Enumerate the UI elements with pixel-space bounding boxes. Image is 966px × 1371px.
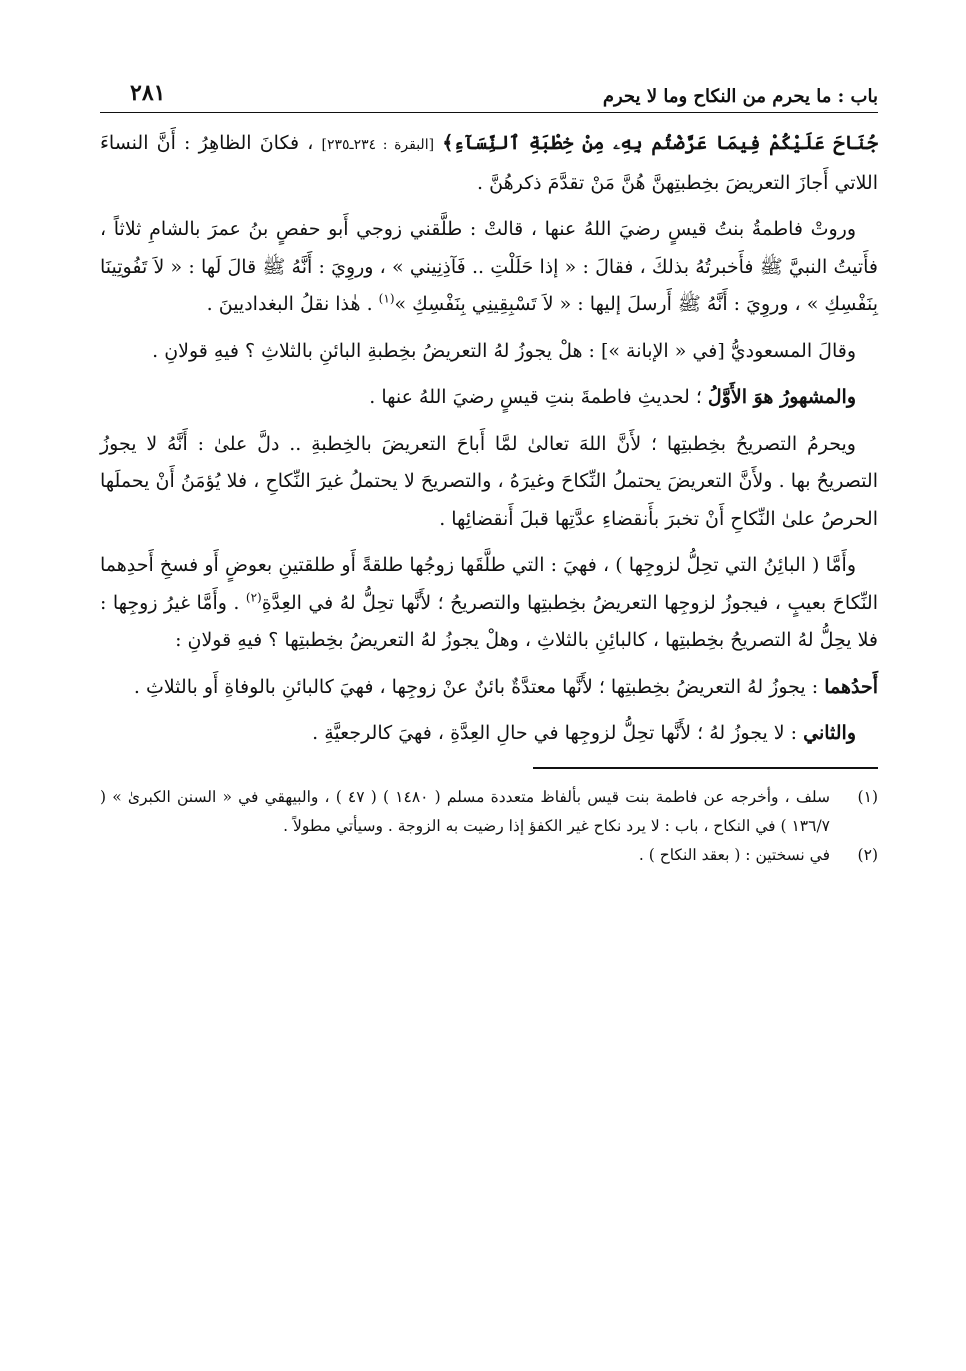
paragraph-first-opinion (100, 669, 878, 707)
paragraph-text: : يجوزُ لهُ التعريضُ بخِطبتِها ؛ لأَنَّها معتدَّةٌ بائنٌ عنْ زوجِها ، فهيَ كالبائنِ بالوفاةِ أَو بالثلاثِ . (133, 675, 825, 698)
footnote-number: (١) (857, 787, 878, 806)
paragraph-second-opinion (100, 715, 878, 753)
paragraph-text: ويحرمُ التصريحُ بخِطبتِها ؛ لأَنَّ اللهَ تعالىٰ لمَّا أَباحَ التعريضَ بالخِطبةِ .. دلَّ علىٰ : أَنَّهُ لا يجوزُ التصريحُ بها . ولأَنَّ التعريضَ يحتملُ النِّكاحَ وغيرَهُ ، والتصريحَ لا يحتملُ غيرَ النِّكاحِ ، فلا يُؤمَنُ أَنْ يحملَها الحرصُ علىٰ النِّكاحِ أَنْ تخبرَ بأَنقضاءِ عدَّتِها قبلَ أَنقضائِها . (100, 432, 878, 530)
paragraph-text: ، فكانَ الظاهِرُ : أَنَّ النساءَ اللاتي أَجازَ التعريضَ بخِطبتِهنَّ هُنَّ مَنْ تقدَّمَ ذكرهُنَّ . (100, 132, 878, 194)
footnote-divider (533, 767, 878, 769)
footnote-text: في نسختين : ( بعقد النكاح ) . (638, 845, 830, 864)
bold-lead: والمشهورُ هوَ الأَوَّلُ (707, 386, 856, 408)
verse-citation: [البقرة : ٢٣٤ـ٢٣٥] (321, 137, 435, 153)
running-title: باب : ما يحرم من النكاح وما لا يحرم (602, 86, 878, 107)
paragraph-bain (100, 547, 878, 660)
paragraph-masudi (100, 333, 878, 371)
footnote-number: (٢) (857, 845, 878, 864)
bold-lead: والثاني (803, 722, 856, 744)
footnote-1 (100, 783, 878, 841)
paragraph-mashhur (100, 379, 878, 417)
body-text (100, 125, 878, 753)
paragraph-text: وأَمَّا ( البائِنُ التي تحِلُّ لزوجِها ) ، فهيَ : التي طلَّقَها زوجُها طلقةً أَو طلقتينِ بعوضٍ أَو فسخِ أَحدِهما النِّكاحَ بعيبٍ ، فيجوزُ لزوجِها التعريضُ بخِطبتِها والتصريحُ ؛ لأَنَّها تحِلُّ لهُ في العِدَّةِ (100, 554, 879, 614)
footnote-marker: (١) (378, 291, 395, 306)
footnote-text: سلف ، وأخرجه عن فاطمة بنت قيس بألفاظ متعددة مسلم ( ١٤٨٠ ) ( ٤٧ ) ، والبيهقي في « السنن الكبرىٰ » ( ١٣٦/٧ ) في النكاح ، باب : لا يرد نكاح غير الكفؤ إذا رضيت به الزوجة . وسيأتي مطولاً . (100, 787, 830, 835)
paragraph-text-continued: . هٰذا نقلُ البغداديينَ . (206, 293, 379, 315)
paragraph-fatima-hadith (100, 211, 878, 324)
footnote-2 (100, 841, 878, 870)
paragraph-quran-verse (100, 125, 878, 202)
footnotes (100, 783, 878, 870)
page-header (100, 80, 878, 113)
quran-verse: جُنَاحَ عَلَيْكُمْ فِيمَا عَرَّضْتُم بِهِۦ مِنْ خِطْبَةِ ٱلنِّسَآءِ﴾ (442, 132, 879, 154)
bold-lead: أَحدُهما (824, 675, 878, 698)
document-page (100, 80, 878, 870)
paragraph-text-continued: . وأَمَّا غيرُ زوجِها : فلا يحِلُّ لهُ التصريحُ بخِطبتِها ، كالبائِنِ بالثلاثِ ، وهلْ يجوزُ لهُ التعريضُ بخِطبتِها ؟ فيهِ قولانِ : (100, 591, 878, 651)
footnote-marker: (٢) (245, 590, 262, 605)
paragraph-text: : لا يجوزُ لهُ ؛ لأَنَّها تحِلُّ لزوجِها في حالِ العِدَّةِ ، فهيَ كالرجعيَّةِ . (312, 722, 804, 744)
paragraph-text: وروتْ فاطمةُ بنتُ قيسٍ رضيَ اللهُ عنها ، قالتْ : طلَّقني زوجي أَبو حفصٍ بنُ عمرَ بالشامِ ثلاثاً ، فأَتيتُ النبيَّ ﷺ فأَخبرتُهُ بذلكَ ، فقالَ : « إذا حَلَلْتِ .. فَآذِنِيني » ، وروِيَ : أَنَّهُ ﷺ قالَ لَها : « لاَ تَفُوتِينَا بِنَفْسِكِ » ، وروِيَ : أَنَّهُ ﷺ أَرسلَ إليها : « لاَ تَسْبِقِينِي بِنَفْسِكِ » (100, 218, 878, 315)
page-number: ٢٨١ (130, 80, 166, 106)
paragraph-tasrih (100, 426, 878, 539)
paragraph-text: وقالَ المسعوديُّ [في « الإبانة »] : هلْ يجوزُ لهُ التعريضُ بخِطبةِ البائنِ بالثلاثِ ؟ فيهِ قولانِ . (152, 339, 856, 362)
paragraph-text: ؛ لحديثِ فاطمةَ بنتِ قيسٍ رضيَ اللهُ عنها . (369, 386, 708, 408)
